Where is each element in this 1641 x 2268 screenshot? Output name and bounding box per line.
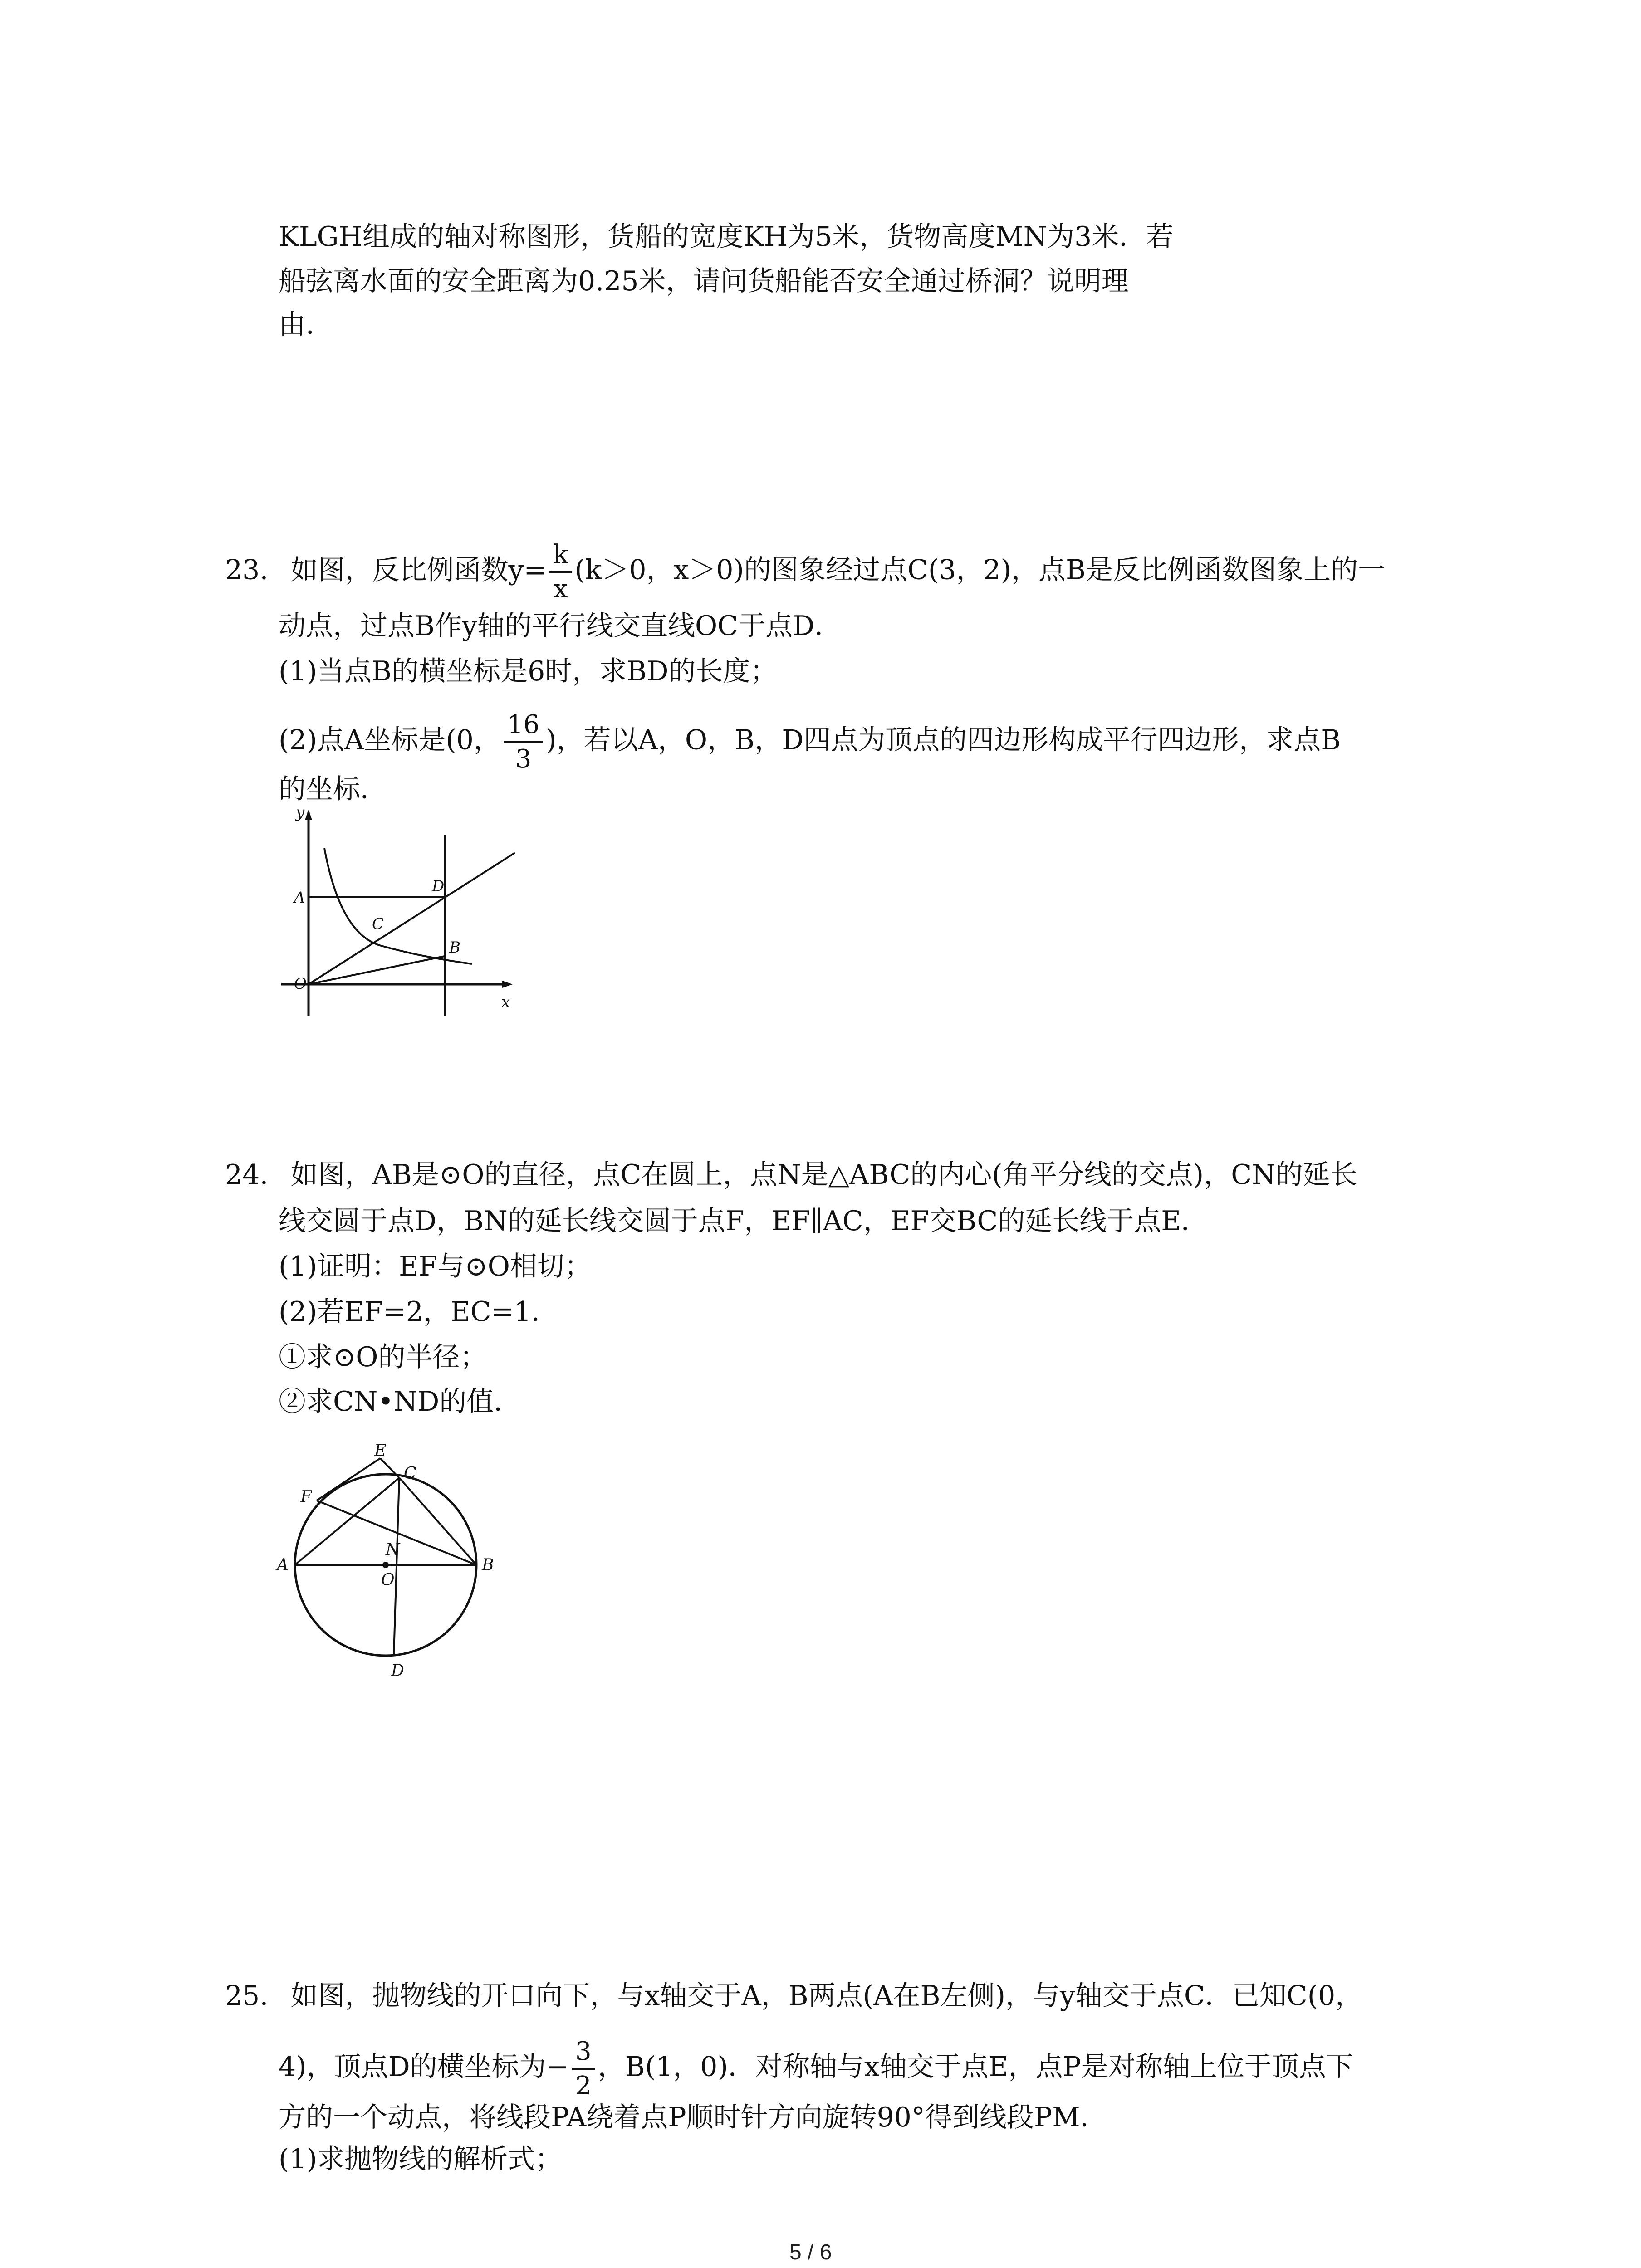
- label-d: D: [432, 877, 445, 895]
- q23-text-1b: (k＞0，x＞0)的图象经过点C(3，2)，点B是反比例函数图象上的一: [574, 554, 1386, 586]
- q23-line-4: [279, 712, 1341, 772]
- q23-line-5: 的坐标．: [279, 773, 387, 805]
- y-axis-arrow-icon: [305, 810, 312, 820]
- q24-line-1: [225, 1157, 1357, 1193]
- q25-line-3: 方的一个动点，将线段PA绕着点P顺时针方向旋转90°得到线段PM．: [279, 2102, 1107, 2133]
- q24-line-2: 线交圆于点D，BN的延长线交圆于点F，EF∥AC，EF交BC的延长线于点E．: [279, 1205, 1209, 1237]
- q25-number: 25.: [225, 1980, 269, 2012]
- q25-line-4: (1)求抛物线的解析式；: [279, 2143, 562, 2175]
- fraction-denominator: 2: [575, 2071, 592, 2101]
- label-x: x: [501, 993, 510, 1011]
- fraction-numerator: 16: [504, 712, 543, 743]
- label-o: O: [294, 975, 307, 993]
- q23-text-4b: )，若以A，O，B，D四点为顶点的四边形构成平行四边形，求点B: [546, 724, 1341, 756]
- q24-number: 24.: [225, 1159, 269, 1191]
- label-n: N: [386, 1540, 400, 1559]
- fraction-k-over-x: [549, 542, 572, 602]
- fraction-numerator: k: [549, 542, 572, 573]
- label-f: F: [300, 1488, 312, 1506]
- q22-line-3: 由．: [279, 309, 333, 341]
- q23-number: 23.: [225, 554, 269, 586]
- q22-line-1: KLGH组成的轴对称图形，货船的宽度KH为5米，货物高度MN为3米．若: [279, 221, 1174, 253]
- label-c: C: [404, 1464, 416, 1483]
- q24-figure: [272, 1442, 508, 1680]
- q25-line-2: [279, 2039, 1353, 2099]
- q25-line-1: [225, 1978, 1362, 2014]
- fraction-3-over-2: [572, 2039, 595, 2099]
- q25-text-2b: ，B(1，0)．对称轴与x轴交于点E，点P是对称轴上位于顶点下: [598, 2051, 1353, 2083]
- fraction-denominator: x: [553, 574, 568, 604]
- label-o: O: [381, 1571, 395, 1589]
- label-a: A: [277, 1556, 289, 1574]
- q24-line-4: (2)若EF=2，EC=1．: [279, 1296, 559, 1328]
- q23-line-2: 动点，过点B作y轴的平行线交直线OC于点D．: [279, 610, 842, 642]
- q24-text-1: 如图，AB是⊙O的直径，点C在圆上，点N是△ABC的内心(角平分线的交点)，CN的延长: [290, 1159, 1357, 1191]
- line-oc: [309, 853, 515, 984]
- label-b: B: [449, 938, 460, 957]
- label-y: y: [296, 803, 305, 821]
- label-d: D: [391, 1662, 404, 1680]
- tangent-ef: [317, 1458, 380, 1501]
- q22-line-2: 船弦离水面的安全距离为0.25米，请问货船能否安全通过桥洞？说明理: [279, 265, 1129, 297]
- label-a: A: [294, 889, 305, 907]
- q25-text-1: 如图，抛物线的开口向下，与x轴交于A，B两点(A在B左侧)，与y轴交于点C．已知C(0，: [290, 1980, 1363, 2012]
- q23-text-4a: (2)点A坐标是(0，: [279, 724, 501, 756]
- label-c: C: [372, 915, 384, 933]
- fraction-denominator: 3: [515, 744, 532, 774]
- q23-line-1: [225, 542, 1385, 602]
- label-e: E: [374, 1442, 387, 1460]
- fraction-numerator: 3: [572, 2039, 595, 2070]
- center-o-dot: [382, 1562, 389, 1568]
- label-b: B: [482, 1556, 494, 1574]
- q25-text-2a: 4)，顶点D的横坐标为−: [279, 2051, 569, 2083]
- q24-line-5: ①求⊙O的半径；: [279, 1341, 487, 1373]
- q23-figure: [272, 803, 526, 1022]
- q23-text-1a: 如图，反比例函数y=: [290, 554, 547, 586]
- q24-line-6: ②求CN•ND的值．: [279, 1386, 521, 1418]
- x-axis-arrow-icon: [502, 981, 513, 988]
- q23-line-3: (1)当点B的横坐标是6时，求BD的长度；: [279, 655, 778, 687]
- fraction-16-over-3: [504, 712, 543, 772]
- page-number: 5 / 6: [789, 2240, 832, 2264]
- chord-cd: [394, 1478, 399, 1655]
- q24-line-3: (1)证明：EF与⊙O相切；: [279, 1251, 592, 1282]
